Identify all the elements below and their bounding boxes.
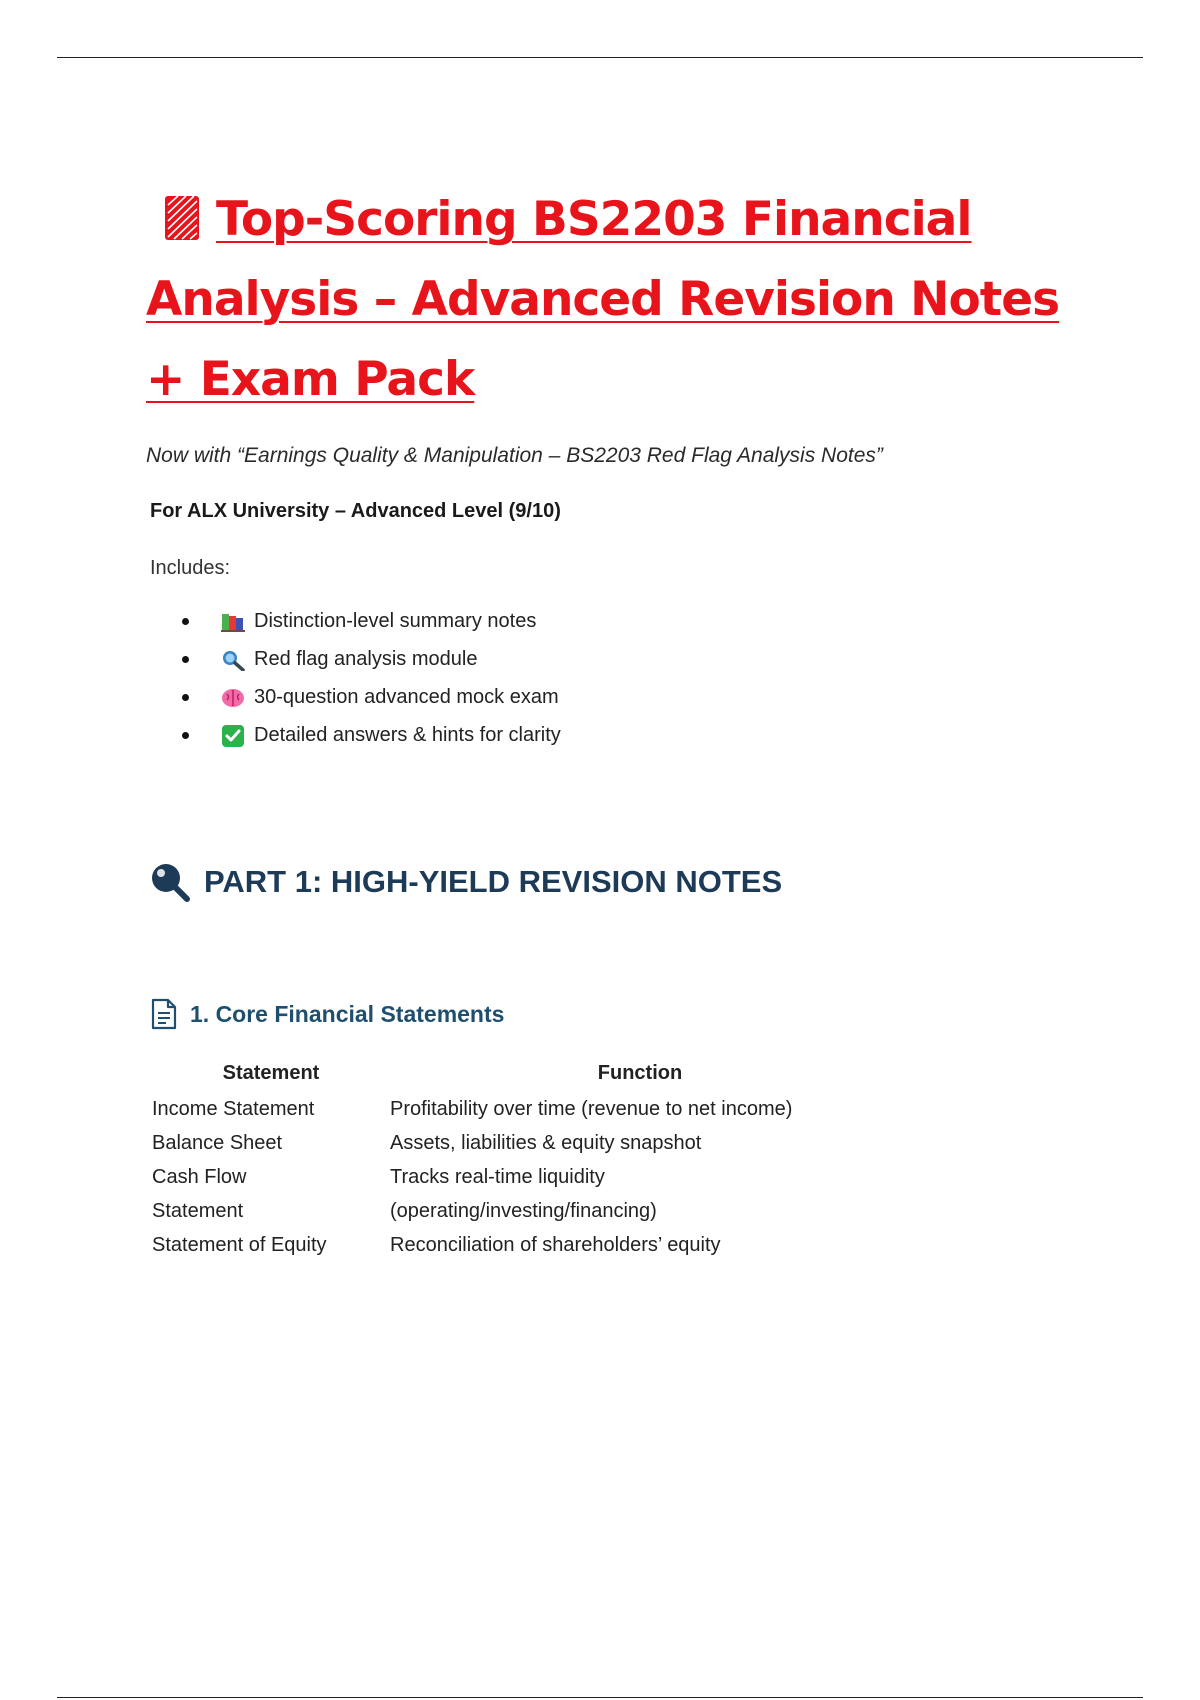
document-body bbox=[146, 180, 1106, 1262]
title-text: Top-Scoring BS2203 Financial Analysis – Advanced Revision Notes + Exam Pack bbox=[146, 192, 1060, 407]
list-item-text: 30-question advanced mock exam bbox=[254, 686, 559, 708]
table-cell: (operating/investing/financing) bbox=[390, 1200, 657, 1222]
table-cell: Income Statement bbox=[152, 1098, 315, 1120]
list-item bbox=[146, 678, 1106, 716]
includes-label: Includes: bbox=[150, 557, 231, 579]
table-cell: Cash Flow bbox=[152, 1166, 247, 1188]
document-title bbox=[146, 180, 1106, 420]
table-row bbox=[152, 1160, 890, 1194]
part-heading-text: PART 1: HIGH-YIELD REVISION NOTES bbox=[204, 864, 783, 899]
magnifier-icon bbox=[150, 862, 190, 902]
table-cell: Profitability over time (revenue to net income) bbox=[390, 1098, 793, 1120]
column-header-statement: Statement bbox=[222, 1061, 320, 1084]
table-cell: Tracks real-time liquidity bbox=[390, 1166, 605, 1188]
statements-table bbox=[152, 1058, 890, 1262]
list-item bbox=[146, 602, 1106, 640]
bullet-icon bbox=[182, 656, 189, 663]
section-heading-text: 1. Core Financial Statements bbox=[190, 1000, 505, 1027]
check-mark-icon bbox=[221, 725, 245, 747]
includes-list bbox=[146, 602, 1106, 754]
bottom-rule bbox=[57, 1697, 1143, 1698]
table-row bbox=[152, 1228, 890, 1262]
table-cell: Statement bbox=[152, 1200, 244, 1222]
table-cell: Reconciliation of shareholders’ equity bbox=[390, 1234, 721, 1256]
section-heading bbox=[150, 998, 1106, 1030]
list-item-text: Red flag analysis module bbox=[254, 648, 478, 670]
table-row bbox=[152, 1126, 890, 1160]
bullet-icon bbox=[182, 694, 189, 701]
top-rule bbox=[57, 57, 1143, 58]
brain-icon bbox=[221, 687, 245, 709]
document-icon bbox=[150, 998, 178, 1030]
bullet-icon bbox=[182, 732, 189, 739]
list-item bbox=[146, 640, 1106, 678]
part-heading bbox=[150, 862, 1106, 902]
list-item-text: Distinction-level summary notes bbox=[254, 610, 537, 632]
table-row bbox=[152, 1092, 890, 1126]
books-icon bbox=[221, 611, 245, 633]
closed-book-icon bbox=[164, 195, 200, 241]
bullet-icon bbox=[182, 618, 189, 625]
table-cell: Balance Sheet bbox=[152, 1132, 283, 1154]
list-item-text: Detailed answers & hints for clarity bbox=[254, 724, 561, 746]
table-cell: Assets, liabilities & equity snapshot bbox=[390, 1132, 702, 1154]
level-line: For ALX University – Advanced Level (9/10) bbox=[150, 500, 561, 522]
table-cell: Statement of Equity bbox=[152, 1234, 327, 1256]
magnifier-icon bbox=[221, 649, 245, 671]
list-item bbox=[146, 716, 1106, 754]
table-header-row bbox=[152, 1058, 890, 1092]
column-header-function: Function bbox=[597, 1061, 683, 1084]
table-row bbox=[152, 1194, 890, 1228]
subtitle: Now with “Earnings Quality & Manipulation – BS2203 Red Flag Analysis Notes” bbox=[146, 444, 883, 467]
